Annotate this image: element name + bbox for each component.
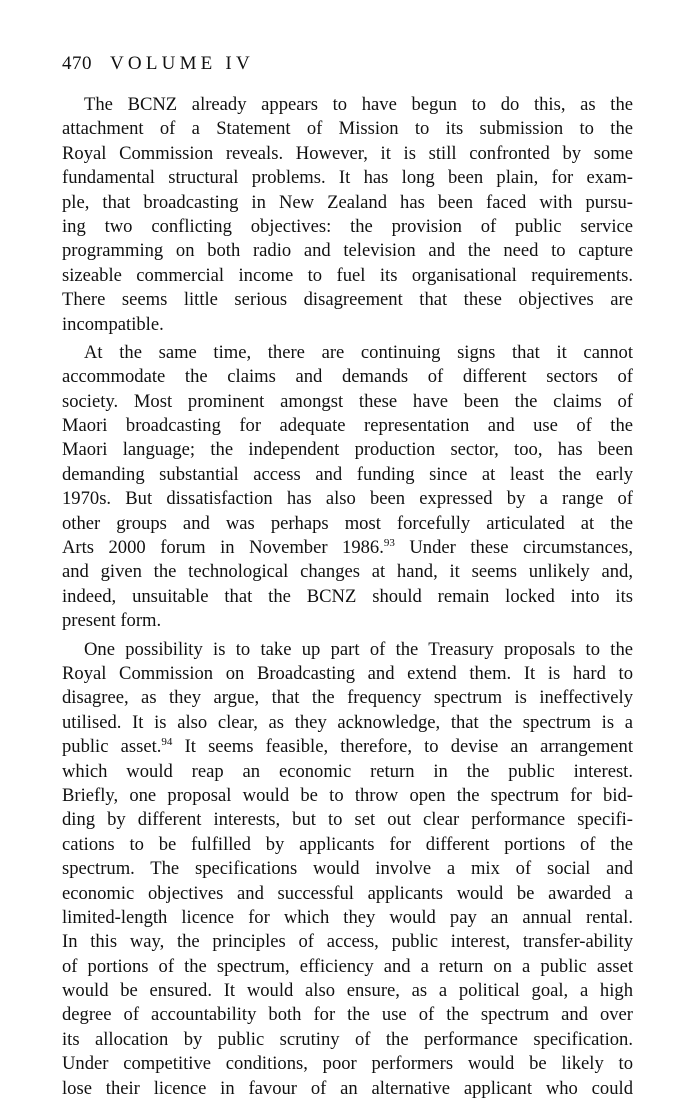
text-line: programming on both radio and television and the need to capture (62, 240, 633, 262)
text-line: its allocation by public scrutiny of the performance specification. (62, 1028, 633, 1050)
footnote-marker-94: 94 (161, 736, 173, 749)
text-line: and given the technological changes at hand, it seems unlikely and, (62, 561, 633, 583)
running-head (62, 52, 254, 76)
text-line: In this way, the principles of access, public interest, transfer-ability (62, 931, 633, 953)
text-line: Briefly, one proposal would be to throw open the spectrum for bid- (62, 784, 633, 806)
paragraph-1 (62, 93, 633, 337)
text-line: demanding substantial access and funding since at least the early (62, 463, 633, 485)
text-line: The BCNZ already appears to have begun to do this, as the (84, 94, 633, 115)
text-line: lose their licence in favour of an alternative applicant who could (62, 1077, 633, 1099)
page-number: 470 (62, 53, 92, 74)
text-segment: It seems feasible, therefore, to devise an arrangement (172, 736, 633, 758)
footnote-marker-93: 93 (383, 537, 395, 550)
text-line: Maori language; the independent production sector, too, has been (62, 439, 633, 461)
paragraph-2 (62, 341, 633, 634)
text-line-with-footnote (62, 735, 633, 759)
text-line: Royal Commission reveals. However, it is still confronted by some (62, 142, 633, 164)
text-line: would be ensured. It would also ensure, as a political goal, a high (62, 980, 633, 1002)
text-line: fundamental structural problems. It has long been plain, for exam- (62, 167, 633, 189)
text-line: ple, that broadcasting in New Zealand has been faced with pursu- (62, 191, 633, 213)
text-line: Royal Commission on Broadcasting and extend them. It is hard to (62, 662, 633, 684)
text-line: degree of accountability both for the use of the spectrum and over (62, 1004, 633, 1026)
text-line: sizeable commercial income to fuel its organisational requirements. (62, 264, 633, 286)
text-line-with-footnote (62, 536, 633, 560)
body-text (62, 93, 633, 1105)
text-line: attachment of a Statement of Mission to its submission to the (62, 118, 633, 140)
volume-label: VOLUME IV (110, 53, 254, 74)
text-segment: public asset. (62, 736, 162, 758)
text-line: accommodate the claims and demands of different sectors of (62, 366, 633, 388)
text-line: One possibility is to take up part of the Treasury proposals to the (84, 638, 633, 660)
text-line: utilised. It is also clear, as they acknowledge, that the spectrum is a (62, 711, 633, 733)
text-line: of portions of the spectrum, efficiency and a return on a public asset (62, 955, 633, 977)
text-line: other groups and was perhaps most forcefully articulated at the (62, 512, 633, 534)
text-segment: Arts 2000 forum in November 1986. (62, 537, 384, 559)
text-line: society. Most prominent amongst these have been the claims of (62, 390, 633, 412)
text-line: which would reap an economic return in the public interest. (62, 760, 633, 782)
text-line: At the same time, there are continuing signs that it cannot (84, 341, 633, 363)
text-line: incompatible. (62, 313, 164, 335)
text-line: limited-length licence for which they would pay an annual rental. (62, 906, 633, 928)
paragraph-3 (62, 638, 633, 1101)
text-line: cations to be fulfilled by applicants for different portions of the (62, 833, 633, 855)
text-segment: Under these circumstances, (394, 537, 633, 559)
text-line: indeed, unsuitable that the BCNZ should remain locked into its (62, 585, 633, 607)
text-line: present form. (62, 610, 162, 632)
text-line: spectrum. The specifications would involve a mix of social and (62, 858, 633, 880)
text-line: economic objectives and successful applicants would be awarded a (62, 882, 633, 904)
text-line: ding by different interests, but to set out clear performance specifi- (62, 809, 633, 831)
text-line: Maori broadcasting for adequate representation and use of the (62, 415, 633, 437)
text-line: ing two conflicting objectives: the provision of public service (62, 215, 633, 237)
text-line: Under competitive conditions, poor performers would be likely to (62, 1053, 633, 1075)
text-line: There seems little serious disagreement that these objectives are (62, 289, 633, 311)
text-line: disagree, as they argue, that the frequency spectrum is ineffectively (62, 687, 633, 709)
text-line: 1970s. But dissatisfaction has also been expressed by a range of (62, 488, 633, 510)
